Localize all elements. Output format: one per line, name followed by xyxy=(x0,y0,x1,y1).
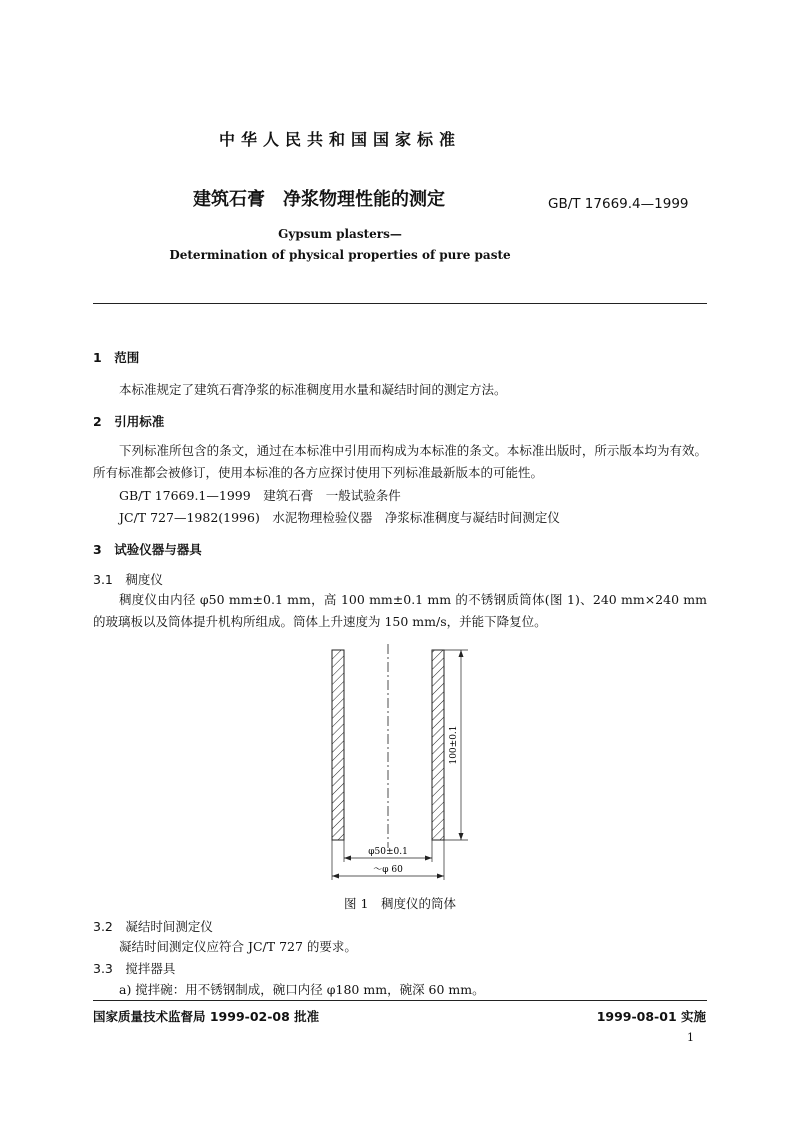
document-title: 建筑石膏 净浆物理性能的测定 xyxy=(193,189,445,210)
section-3-3-heading: 3.3 搅拌器具 xyxy=(93,961,176,976)
section-1-text: 本标准规定了建筑石膏净浆的标准稠度用水量和凝结时间的测定方法。 xyxy=(119,382,507,397)
english-title-line1: Gypsum plasters— xyxy=(278,227,402,241)
section-2-text: 下列标准所包含的条文，通过在本标准中引用而构成为本标准的条文。本标准出版时，所示版本均为有效。所有标准都会被修订，使用本标准的各方应探讨使用下列标准最新版本的可能性。 xyxy=(93,443,707,480)
section-3-1-heading: 3.1 稠度仪 xyxy=(93,572,163,587)
reference-1: GB/T 17669.1—1999 建筑石膏 一般试验条件 xyxy=(119,488,401,503)
implementation-date: 1999-08-01 实施 xyxy=(596,1009,706,1024)
inner-diameter-label: φ50±0.1 xyxy=(368,847,408,857)
section-3-3-item-a: a) 搅拌碗：用不锈钢制成，碗口内径 φ180 mm，碗深 60 mm。 xyxy=(119,982,485,997)
outer-diameter-label: ～φ 60 xyxy=(373,865,403,875)
figure-1-caption: 图 1 稠度仪的筒体 xyxy=(344,896,456,911)
page-number: 1 xyxy=(687,1031,694,1044)
section-1-heading: 1 范围 xyxy=(93,350,140,365)
figure-1-cylinder-drawing xyxy=(300,640,500,885)
approval-line: 国家质量技术监督局 1999-02-08 批准 xyxy=(93,1009,320,1024)
reference-2: JC/T 727—1982(1996) 水泥物理检验仪器 净浆标准稠度与凝结时间测定仪 xyxy=(119,510,560,525)
cylinder-right-wall xyxy=(432,650,444,840)
section-3-heading: 3 试验仪器与器具 xyxy=(93,542,202,557)
standard-number: GB/T 17669.4—1999 xyxy=(548,196,689,212)
section-3-2-text: 凝结时间测定仪应符合 JC/T 727 的要求。 xyxy=(119,939,357,954)
footer-divider xyxy=(93,1000,707,1001)
cylinder-left-wall xyxy=(332,650,344,840)
national-standard-heading: 中华人民共和国国家标准 xyxy=(218,130,461,149)
height-dimension-label: 100±0.1 xyxy=(449,725,459,765)
section-3-1-text: 稠度仪由内径 φ50 mm±0.1 mm，高 100 mm±0.1 mm 的不锈钢质筒体(图 1)、240 mm×240 mm 的玻璃板以及筒体提升机构所组成。筒体上升速度为 150 mm/s，并能下降复位。 xyxy=(93,592,707,629)
english-title-line2: Determination of physical properties of pure paste xyxy=(169,248,511,262)
header-divider xyxy=(93,303,707,304)
section-2-heading: 2 引用标准 xyxy=(93,414,165,429)
section-3-2-heading: 3.2 凝结时间测定仪 xyxy=(93,919,213,934)
